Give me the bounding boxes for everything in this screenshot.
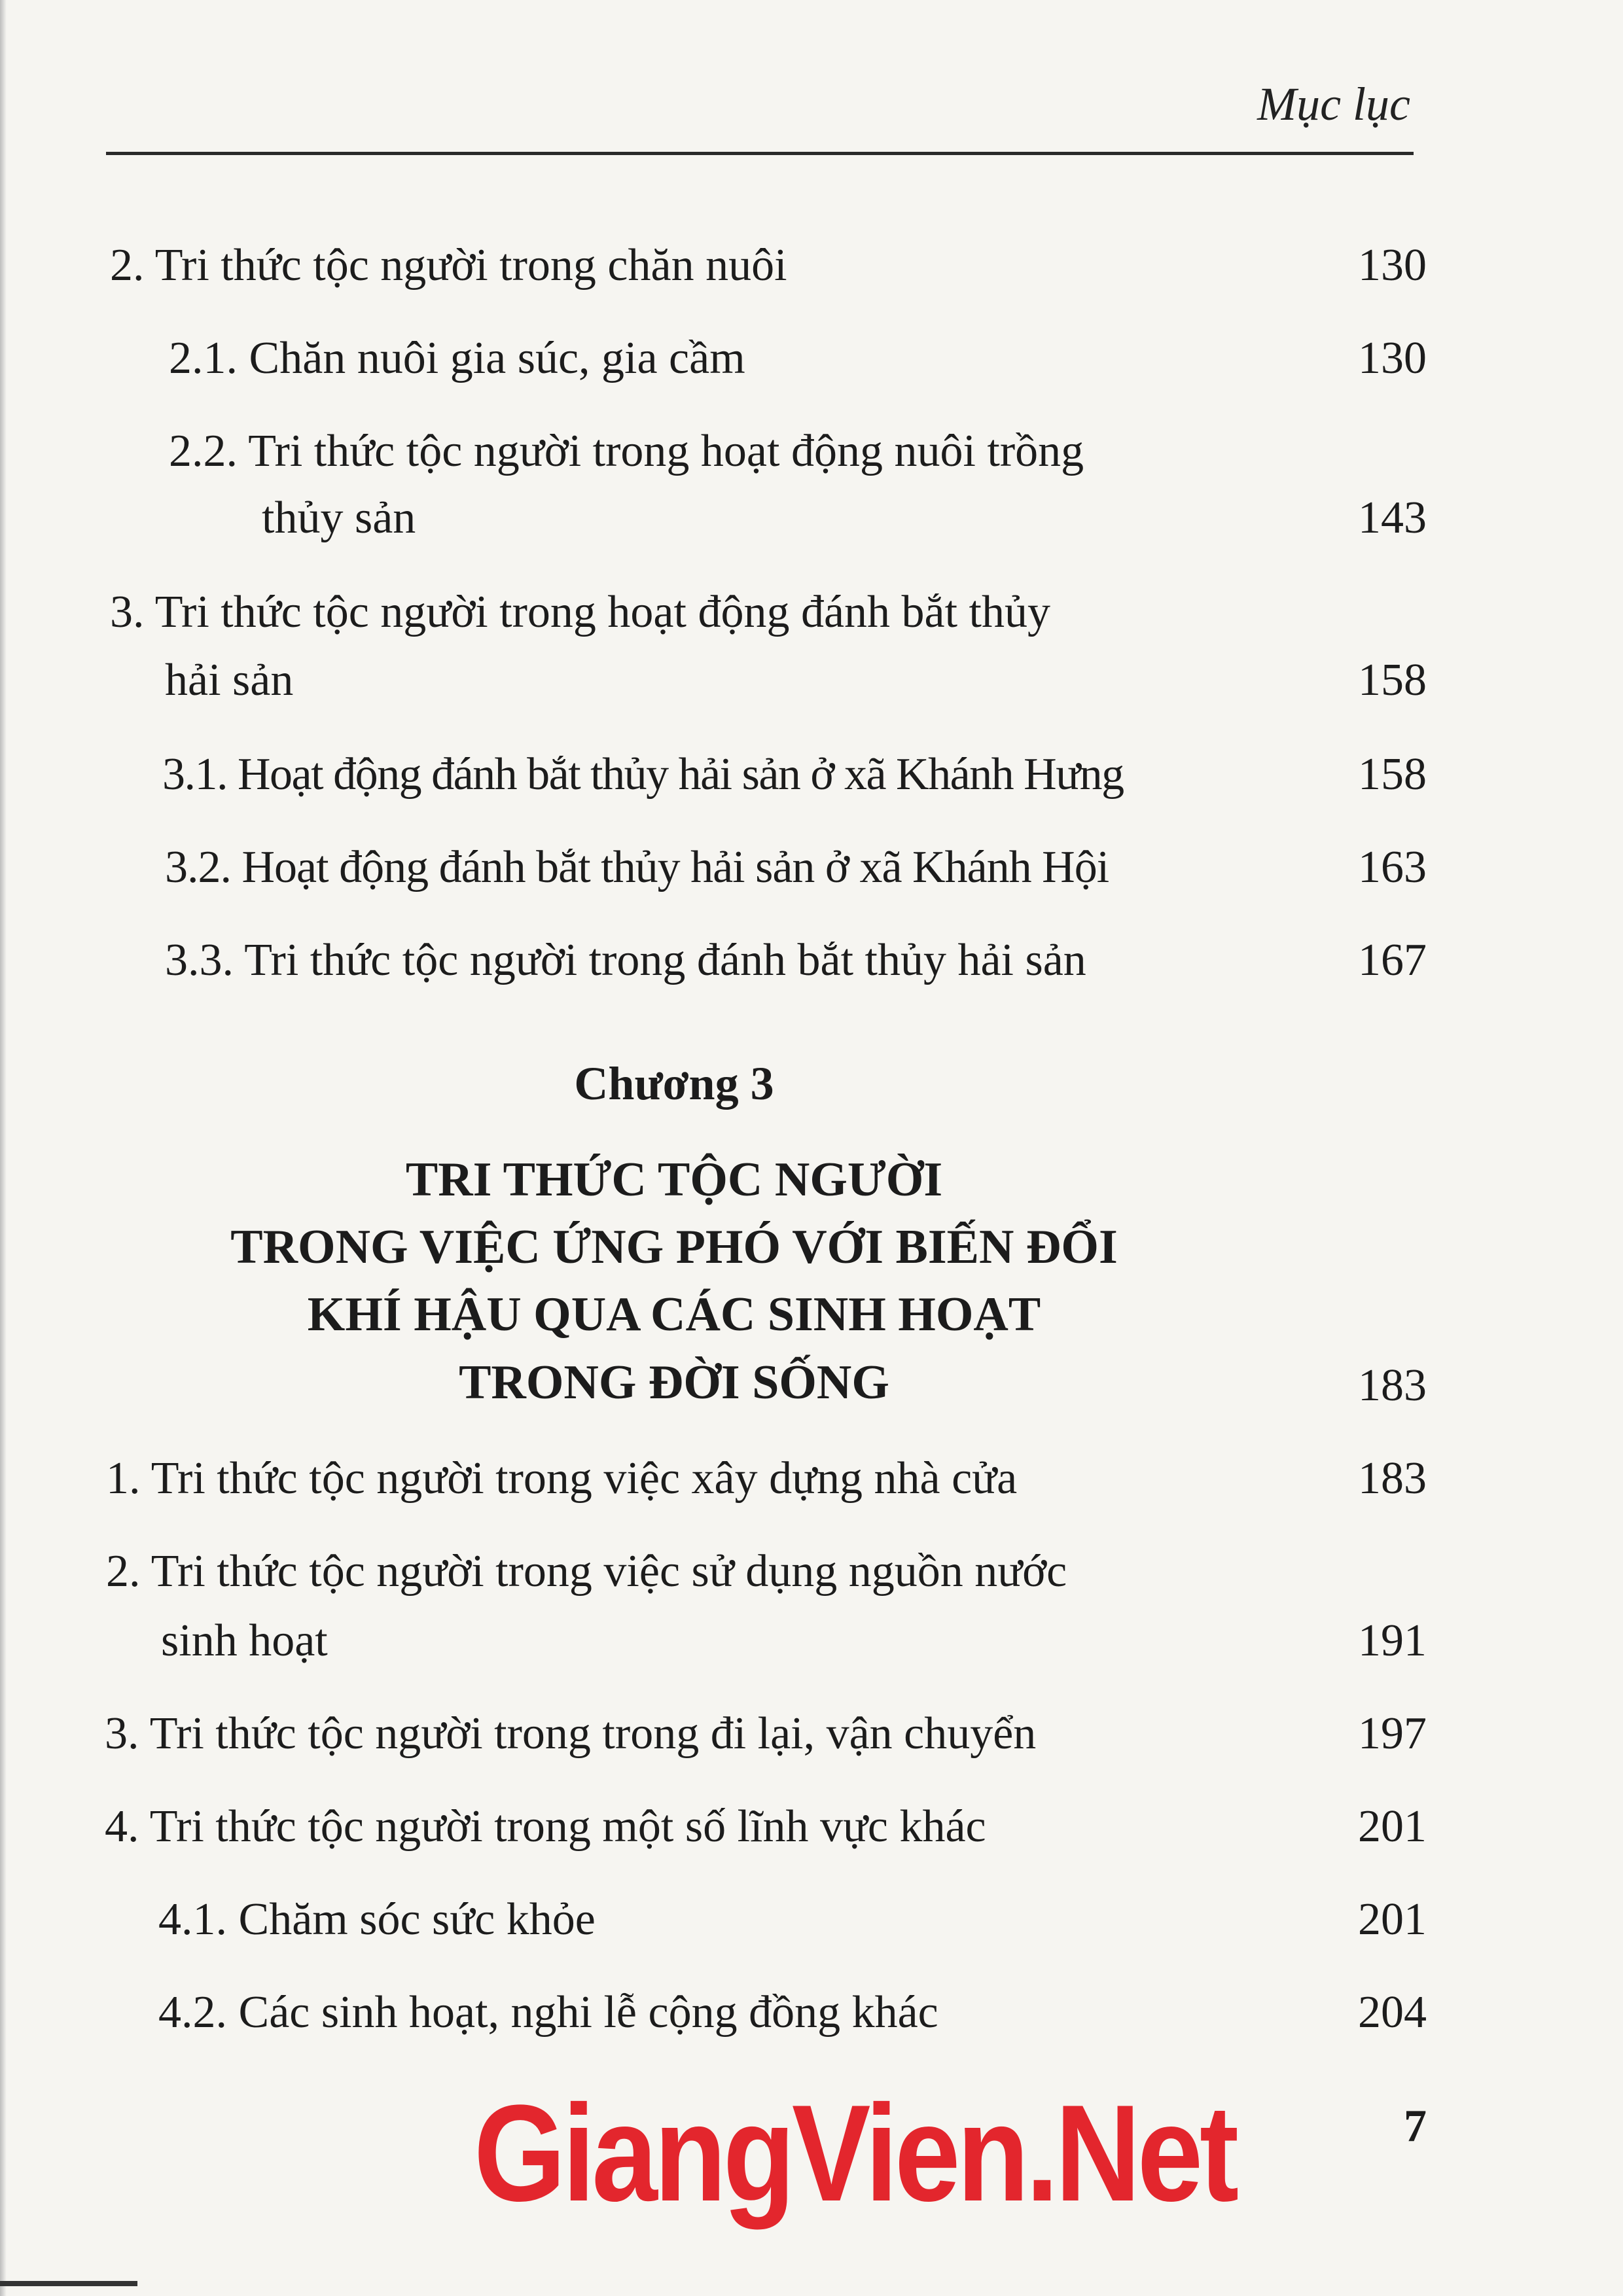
chapter-page: 183 [1358, 1360, 1427, 1411]
toc-entry-title-continued: hải sản [165, 655, 294, 705]
toc-entry-page: 163 [1358, 842, 1427, 892]
toc-entry-title: 4.2. Các sinh hoạt, nghi lễ cộng đồng khác [158, 1987, 938, 2038]
chapter-title-line: TRI THỨC TỘC NGƯỜI [405, 1153, 943, 1207]
toc-entry-page: 143 [1358, 493, 1427, 543]
toc-entry-title: 4. Tri thức tộc người trong một số lĩnh vực khác [105, 1801, 986, 1852]
toc-entry-page: 201 [1358, 1894, 1427, 1945]
toc-entry-title: 3.2. Hoạt động đánh bắt thủy hải sản ở xã Khánh Hội [165, 842, 1109, 892]
toc-entry-page: 201 [1358, 1801, 1427, 1852]
chapter-label: Chương 3 [574, 1057, 774, 1110]
toc-entry-page: 204 [1358, 1987, 1427, 2038]
toc-entry-title: 4.1. Chăm sóc sức khỏe [158, 1894, 596, 1945]
toc-entry-title-continued: sinh hoạt [161, 1616, 328, 1666]
toc-entry-page: 197 [1358, 1708, 1427, 1759]
running-header: Mục lục [1257, 78, 1410, 130]
toc-entry-title: 2. Tri thức tộc người trong việc sử dụng nguồn nước [106, 1546, 1067, 1597]
header-rule [106, 152, 1414, 155]
toc-entry-page: 130 [1358, 333, 1427, 383]
toc-entry-title: 2. Tri thức tộc người trong chăn nuôi [110, 240, 787, 291]
toc-entry-page: 183 [1358, 1453, 1427, 1504]
toc-entry-page: 130 [1358, 240, 1427, 291]
toc-entry-title: 3. Tri thức tộc người trong hoạt động đánh bắt thủy [110, 587, 1050, 637]
toc-entry-page: 167 [1358, 935, 1427, 985]
toc-entry-title: 3.3. Tri thức tộc người trong đánh bắt thủy hải sản [165, 935, 1086, 985]
toc-entry-title: 3.1. Hoạt động đánh bắt thủy hải sản ở xã Khánh Hưng [162, 749, 1124, 800]
page-number: 7 [1404, 2101, 1427, 2151]
chapter-title-line: TRONG VIỆC ỨNG PHÓ VỚI BIẾN ĐỔI [230, 1220, 1118, 1274]
toc-entry-page: 158 [1358, 655, 1427, 705]
toc-entry-page: 158 [1358, 749, 1427, 800]
toc-entry-title: 1. Tri thức tộc người trong việc xây dựng nhà cửa [106, 1453, 1018, 1504]
toc-entry-title: 3. Tri thức tộc người trong trong đi lại, vận chuyển [105, 1708, 1037, 1759]
chapter-title-line: KHÍ HẬU QUA CÁC SINH HOẠT [307, 1288, 1041, 1341]
toc-entry-title: 2.1. Chăn nuôi gia súc, gia cầm [169, 333, 745, 383]
toc-entry-page: 191 [1358, 1616, 1427, 1666]
chapter-title-line: TRONG ĐỜI SỐNG [459, 1356, 889, 1409]
watermark-logo: GiangVien.Net [474, 2076, 1236, 2230]
toc-entry-title: 2.2. Tri thức tộc người trong hoạt động nuôi trồng [169, 426, 1084, 476]
toc-entry-title-continued: thủy sản [262, 493, 416, 543]
page-corner-mark [0, 2281, 137, 2286]
